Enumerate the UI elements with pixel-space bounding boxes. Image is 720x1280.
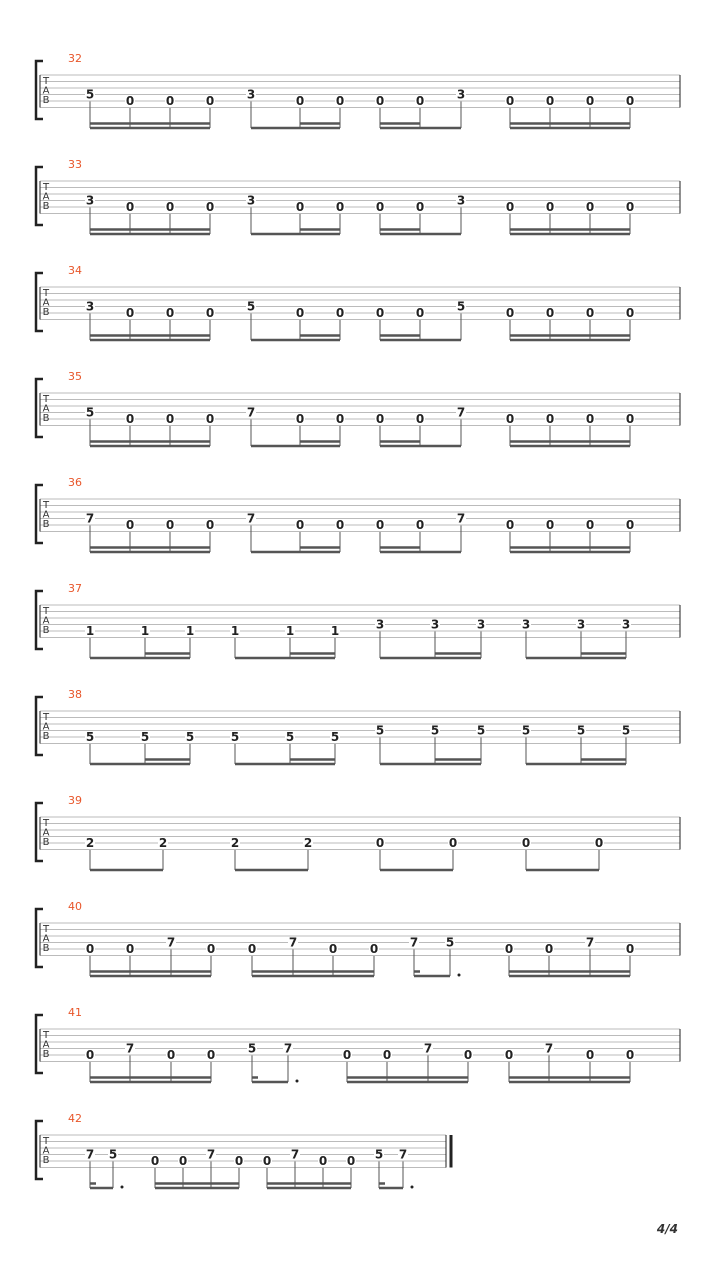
fret-number: 0 <box>375 518 385 532</box>
fret-number: 0 <box>375 412 385 426</box>
fret-number: 0 <box>521 836 531 850</box>
fret-number: 3 <box>456 193 466 208</box>
measure-number: 40 <box>68 900 82 913</box>
fret-number: 1 <box>85 624 95 638</box>
tab-letter-a: A <box>42 615 50 627</box>
tab-letter-b: B <box>42 837 50 848</box>
tab-letter-a: A <box>42 1039 50 1051</box>
tab-letter-t: T <box>42 288 50 299</box>
fret-number: 0 <box>205 306 215 320</box>
system-41 <box>36 1006 680 1083</box>
fret-number: 0 <box>165 518 175 532</box>
fret-number: 5 <box>85 405 95 420</box>
fret-number: 0 <box>545 94 555 108</box>
fret-number: 3 <box>246 87 256 102</box>
fret-number: 2 <box>158 836 168 850</box>
fret-number: 2 <box>230 836 240 850</box>
fret-number: 0 <box>448 836 458 850</box>
fret-number: 0 <box>125 200 135 214</box>
measure-number: 36 <box>68 476 82 489</box>
fret-number: 0 <box>585 412 595 426</box>
fret-number: 0 <box>335 412 345 426</box>
fret-number: 0 <box>346 1154 356 1168</box>
fret-number: 7 <box>290 1147 300 1162</box>
fret-number: 0 <box>85 942 95 956</box>
tab-letter-b: B <box>42 1155 50 1166</box>
fret-number: 0 <box>165 94 175 108</box>
fret-number: 7 <box>423 1041 433 1056</box>
fret-number: 5 <box>330 730 340 744</box>
measure-number: 32 <box>68 52 82 65</box>
fret-number: 5 <box>85 87 95 102</box>
fret-number: 0 <box>234 1154 244 1168</box>
fret-number: 0 <box>125 412 135 426</box>
tab-letter-a: A <box>42 933 50 945</box>
fret-number: 0 <box>545 306 555 320</box>
fret-number: 5 <box>621 723 631 738</box>
fret-number: 0 <box>125 94 135 108</box>
fret-number: 3 <box>456 87 466 102</box>
tab-letter-t: T <box>42 1030 50 1041</box>
fret-number: 0 <box>545 518 555 532</box>
fret-number: 5 <box>374 1147 384 1162</box>
fret-number: 0 <box>205 518 215 532</box>
fret-number: 5 <box>185 730 195 744</box>
tab-letter-a: A <box>42 403 50 415</box>
fret-number: 0 <box>205 200 215 214</box>
fret-number: 0 <box>585 306 595 320</box>
fret-number: 0 <box>415 200 425 214</box>
measure-number: 39 <box>68 794 82 807</box>
fret-number: 0 <box>415 306 425 320</box>
fret-number: 0 <box>585 518 595 532</box>
tab-letter-b: B <box>42 625 50 636</box>
system-42 <box>36 1112 451 1189</box>
fret-number: 3 <box>246 193 256 208</box>
fret-number: 7 <box>246 405 256 420</box>
fret-number: 5 <box>85 730 95 744</box>
fret-number: 7 <box>409 935 419 950</box>
tab-letter-t: T <box>42 606 50 617</box>
fret-number: 0 <box>585 94 595 108</box>
augmentation-dot <box>296 1080 299 1083</box>
fret-number: 0 <box>125 518 135 532</box>
fret-number: 0 <box>505 412 515 426</box>
tab-letter-a: A <box>42 1145 50 1157</box>
fret-number: 3 <box>85 299 95 314</box>
fret-number: 0 <box>166 1048 176 1062</box>
measure-number: 41 <box>68 1006 82 1019</box>
system-36 <box>36 476 680 552</box>
fret-number: 7 <box>85 511 95 526</box>
fret-number: 0 <box>415 518 425 532</box>
fret-number: 7 <box>288 935 298 950</box>
system-37 <box>36 582 680 658</box>
tab-letter-b: B <box>42 307 50 318</box>
fret-number: 0 <box>375 200 385 214</box>
fret-number: 7 <box>206 1147 216 1162</box>
tab-letter-b: B <box>42 95 50 106</box>
fret-number: 5 <box>285 730 295 744</box>
fret-number: 3 <box>521 617 531 632</box>
fret-number: 0 <box>504 942 514 956</box>
fret-number: 0 <box>463 1048 473 1062</box>
tab-letter-b: B <box>42 519 50 530</box>
fret-number: 2 <box>303 836 313 850</box>
fret-number: 0 <box>150 1154 160 1168</box>
fret-number: 0 <box>625 306 635 320</box>
fret-number: 2 <box>85 836 95 850</box>
fret-number: 5 <box>576 723 586 738</box>
fret-number: 0 <box>262 1154 272 1168</box>
fret-number: 0 <box>125 306 135 320</box>
fret-number: 7 <box>125 1041 135 1056</box>
tab-letter-b: B <box>42 201 50 212</box>
fret-number: 0 <box>295 412 305 426</box>
tab-letter-a: A <box>42 827 50 839</box>
measure-number: 38 <box>68 688 82 701</box>
tab-letter-a: A <box>42 85 50 97</box>
tab-letter-t: T <box>42 76 50 87</box>
system-32 <box>36 52 680 128</box>
fret-number: 0 <box>165 200 175 214</box>
augmentation-dot <box>121 1186 124 1189</box>
fret-number: 0 <box>335 518 345 532</box>
fret-number: 0 <box>295 94 305 108</box>
fret-number: 7 <box>85 1147 95 1162</box>
fret-number: 5 <box>430 723 440 738</box>
fret-number: 5 <box>445 935 455 950</box>
fret-number: 1 <box>230 624 240 638</box>
fret-number: 0 <box>375 306 385 320</box>
fret-number: 5 <box>230 730 240 744</box>
fret-number: 3 <box>430 617 440 632</box>
fret-number: 5 <box>247 1041 257 1056</box>
augmentation-dot <box>411 1186 414 1189</box>
tab-letter-t: T <box>42 394 50 405</box>
fret-number: 0 <box>165 306 175 320</box>
fret-number: 0 <box>85 1048 95 1062</box>
fret-number: 3 <box>576 617 586 632</box>
tab-letter-t: T <box>42 712 50 723</box>
fret-number: 0 <box>625 1048 635 1062</box>
fret-number: 0 <box>585 1048 595 1062</box>
fret-number: 0 <box>375 836 385 850</box>
fret-number: 5 <box>246 299 256 314</box>
fret-number: 3 <box>85 193 95 208</box>
fret-number: 0 <box>545 200 555 214</box>
fret-number: 0 <box>178 1154 188 1168</box>
measure-number: 34 <box>68 264 82 277</box>
fret-number: 0 <box>335 306 345 320</box>
fret-number: 1 <box>185 624 195 638</box>
fret-number: 0 <box>505 518 515 532</box>
fret-number: 0 <box>505 200 515 214</box>
page-number: 4/4 <box>656 1222 678 1236</box>
fret-number: 0 <box>205 94 215 108</box>
fret-number: 0 <box>206 942 216 956</box>
tab-letter-b: B <box>42 943 50 954</box>
fret-number: 0 <box>415 94 425 108</box>
tab-letter-a: A <box>42 297 50 309</box>
fret-number: 0 <box>206 1048 216 1062</box>
fret-number: 0 <box>382 1048 392 1062</box>
fret-number: 0 <box>504 1048 514 1062</box>
tab-letter-t: T <box>42 1136 50 1147</box>
fret-number: 0 <box>342 1048 352 1062</box>
fret-number: 0 <box>369 942 379 956</box>
fret-number: 0 <box>205 412 215 426</box>
fret-number: 5 <box>521 723 531 738</box>
system-35 <box>36 370 680 446</box>
fret-number: 0 <box>318 1154 328 1168</box>
measure-number: 33 <box>68 158 82 171</box>
fret-number: 5 <box>375 723 385 738</box>
fret-number: 0 <box>625 942 635 956</box>
fret-number: 0 <box>335 94 345 108</box>
tab-letter-t: T <box>42 924 50 935</box>
fret-number: 5 <box>476 723 486 738</box>
tab-letter-b: B <box>42 1049 50 1060</box>
augmentation-dot <box>458 974 461 977</box>
tab-letter-t: T <box>42 500 50 511</box>
fret-number: 1 <box>140 624 150 638</box>
tab-letter-a: A <box>42 721 50 733</box>
fret-number: 0 <box>544 942 554 956</box>
fret-number: 0 <box>505 94 515 108</box>
fret-number: 0 <box>585 200 595 214</box>
fret-number: 0 <box>375 94 385 108</box>
tab-letter-t: T <box>42 182 50 193</box>
fret-number: 7 <box>246 511 256 526</box>
fret-number: 0 <box>165 412 175 426</box>
fret-number: 0 <box>625 94 635 108</box>
fret-number: 7 <box>283 1041 293 1056</box>
fret-number: 7 <box>456 511 466 526</box>
fret-number: 0 <box>335 200 345 214</box>
fret-number: 7 <box>544 1041 554 1056</box>
measure-number: 37 <box>68 582 82 595</box>
fret-number: 3 <box>476 617 486 632</box>
fret-number: 3 <box>375 617 385 632</box>
system-34 <box>36 264 680 340</box>
fret-number: 0 <box>594 836 604 850</box>
tab-letter-a: A <box>42 191 50 203</box>
tab-letter-t: T <box>42 818 50 829</box>
fret-number: 1 <box>330 624 340 638</box>
measure-number: 42 <box>68 1112 82 1125</box>
fret-number: 5 <box>140 730 150 744</box>
fret-number: 0 <box>125 942 135 956</box>
fret-number: 5 <box>456 299 466 314</box>
fret-number: 0 <box>625 200 635 214</box>
fret-number: 0 <box>545 412 555 426</box>
fret-number: 1 <box>285 624 295 638</box>
fret-number: 0 <box>415 412 425 426</box>
system-33 <box>36 158 680 234</box>
system-39 <box>36 794 680 870</box>
fret-number: 0 <box>625 412 635 426</box>
system-40 <box>36 900 680 977</box>
fret-number: 0 <box>247 942 257 956</box>
fret-number: 0 <box>328 942 338 956</box>
fret-number: 7 <box>456 405 466 420</box>
fret-number: 3 <box>621 617 631 632</box>
measure-number: 35 <box>68 370 82 383</box>
system-38 <box>36 688 680 764</box>
fret-number: 0 <box>505 306 515 320</box>
fret-number: 0 <box>295 200 305 214</box>
tab-letter-a: A <box>42 509 50 521</box>
tab-letter-b: B <box>42 731 50 742</box>
fret-number: 7 <box>166 935 176 950</box>
fret-number: 7 <box>585 935 595 950</box>
fret-number: 0 <box>625 518 635 532</box>
fret-number: 0 <box>295 306 305 320</box>
tab-letter-b: B <box>42 413 50 424</box>
fret-number: 0 <box>295 518 305 532</box>
fret-number: 7 <box>398 1147 408 1162</box>
fret-number: 5 <box>108 1147 118 1162</box>
